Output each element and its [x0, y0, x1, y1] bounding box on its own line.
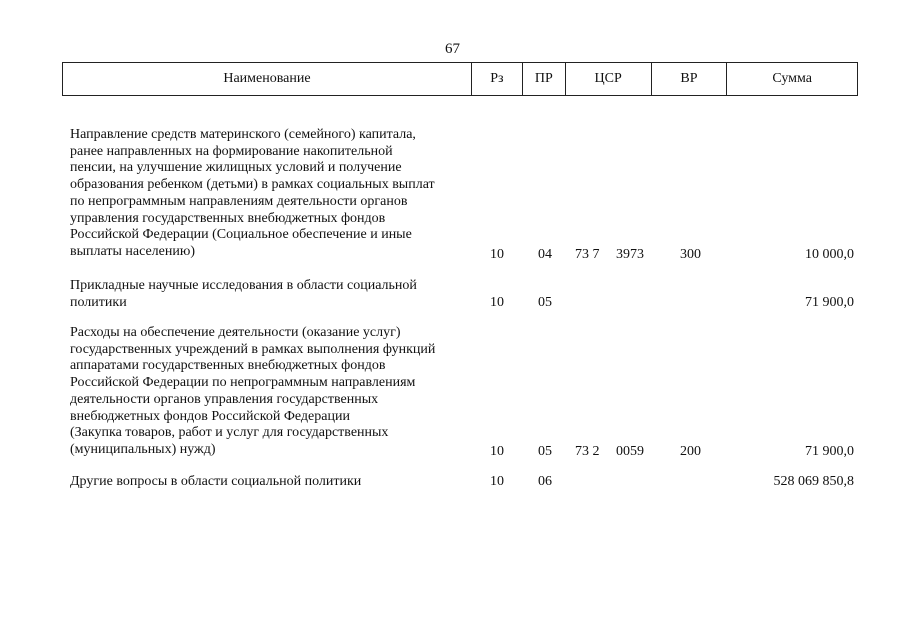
row-vr: 300 [680, 247, 701, 262]
row-pr: 04 [538, 247, 552, 262]
header-csr: ЦСР [566, 63, 652, 95]
table-row [0, 127, 905, 267]
row-sum: 10 000,0 [805, 247, 854, 262]
row-sum: 71 900,0 [805, 295, 854, 310]
header-vr: ВР [652, 63, 728, 95]
header-sum: Сумма [772, 71, 812, 86]
table-row [0, 325, 905, 465]
row-name: Расходы на обеспечение деятельности (оказание услуг) государственных учреждений в рамках выполнения функций аппаратами государственных внебюджетных фондов Российской Федерации по непрограммным направлениям деятельности органов управления государственных внебюджетных фондов Российской Федерации (Закупка товаров, работ и услуг для государственных (муниципальных) нужд) [70, 325, 436, 457]
header-pr: ПР [523, 63, 566, 95]
row-name: Прикладные научные исследования в области социальной политики [70, 278, 417, 310]
table-row [0, 474, 905, 494]
row-csr-a: 73 2 [575, 444, 600, 459]
row-rz: 10 [490, 474, 504, 489]
row-sum: 71 900,0 [805, 444, 854, 459]
row-pr: 05 [538, 295, 552, 310]
row-rz: 10 [490, 295, 504, 310]
header-name: Наименование [63, 63, 472, 95]
row-rz: 10 [490, 444, 504, 459]
row-csr-b: 0059 [616, 444, 644, 459]
page-number: 67 [445, 41, 460, 57]
row-csr-b: 3973 [616, 247, 644, 262]
table-row [0, 278, 905, 314]
row-csr-a: 73 7 [575, 247, 600, 262]
header-rz: Рз [472, 63, 523, 95]
row-name: Направление средств материнского (семейного) капитала, ранее направленных на формирование накопительной пенсии, на улучшение жилищных условий и получение образования ребенком (детьми) в рамках социальных выплат по непрограммным направлениям деятельности органов управления государственных внебюджетных фондов Российской Федерации (Социальное обеспечение и иные выплаты населению) [70, 127, 435, 259]
row-rz: 10 [490, 247, 504, 262]
row-pr: 06 [538, 474, 552, 489]
table-header [62, 62, 858, 96]
row-sum: 528 069 850,8 [773, 474, 854, 489]
row-name: Другие вопросы в области социальной политики [70, 474, 362, 489]
row-pr: 05 [538, 444, 552, 459]
row-vr: 200 [680, 444, 701, 459]
